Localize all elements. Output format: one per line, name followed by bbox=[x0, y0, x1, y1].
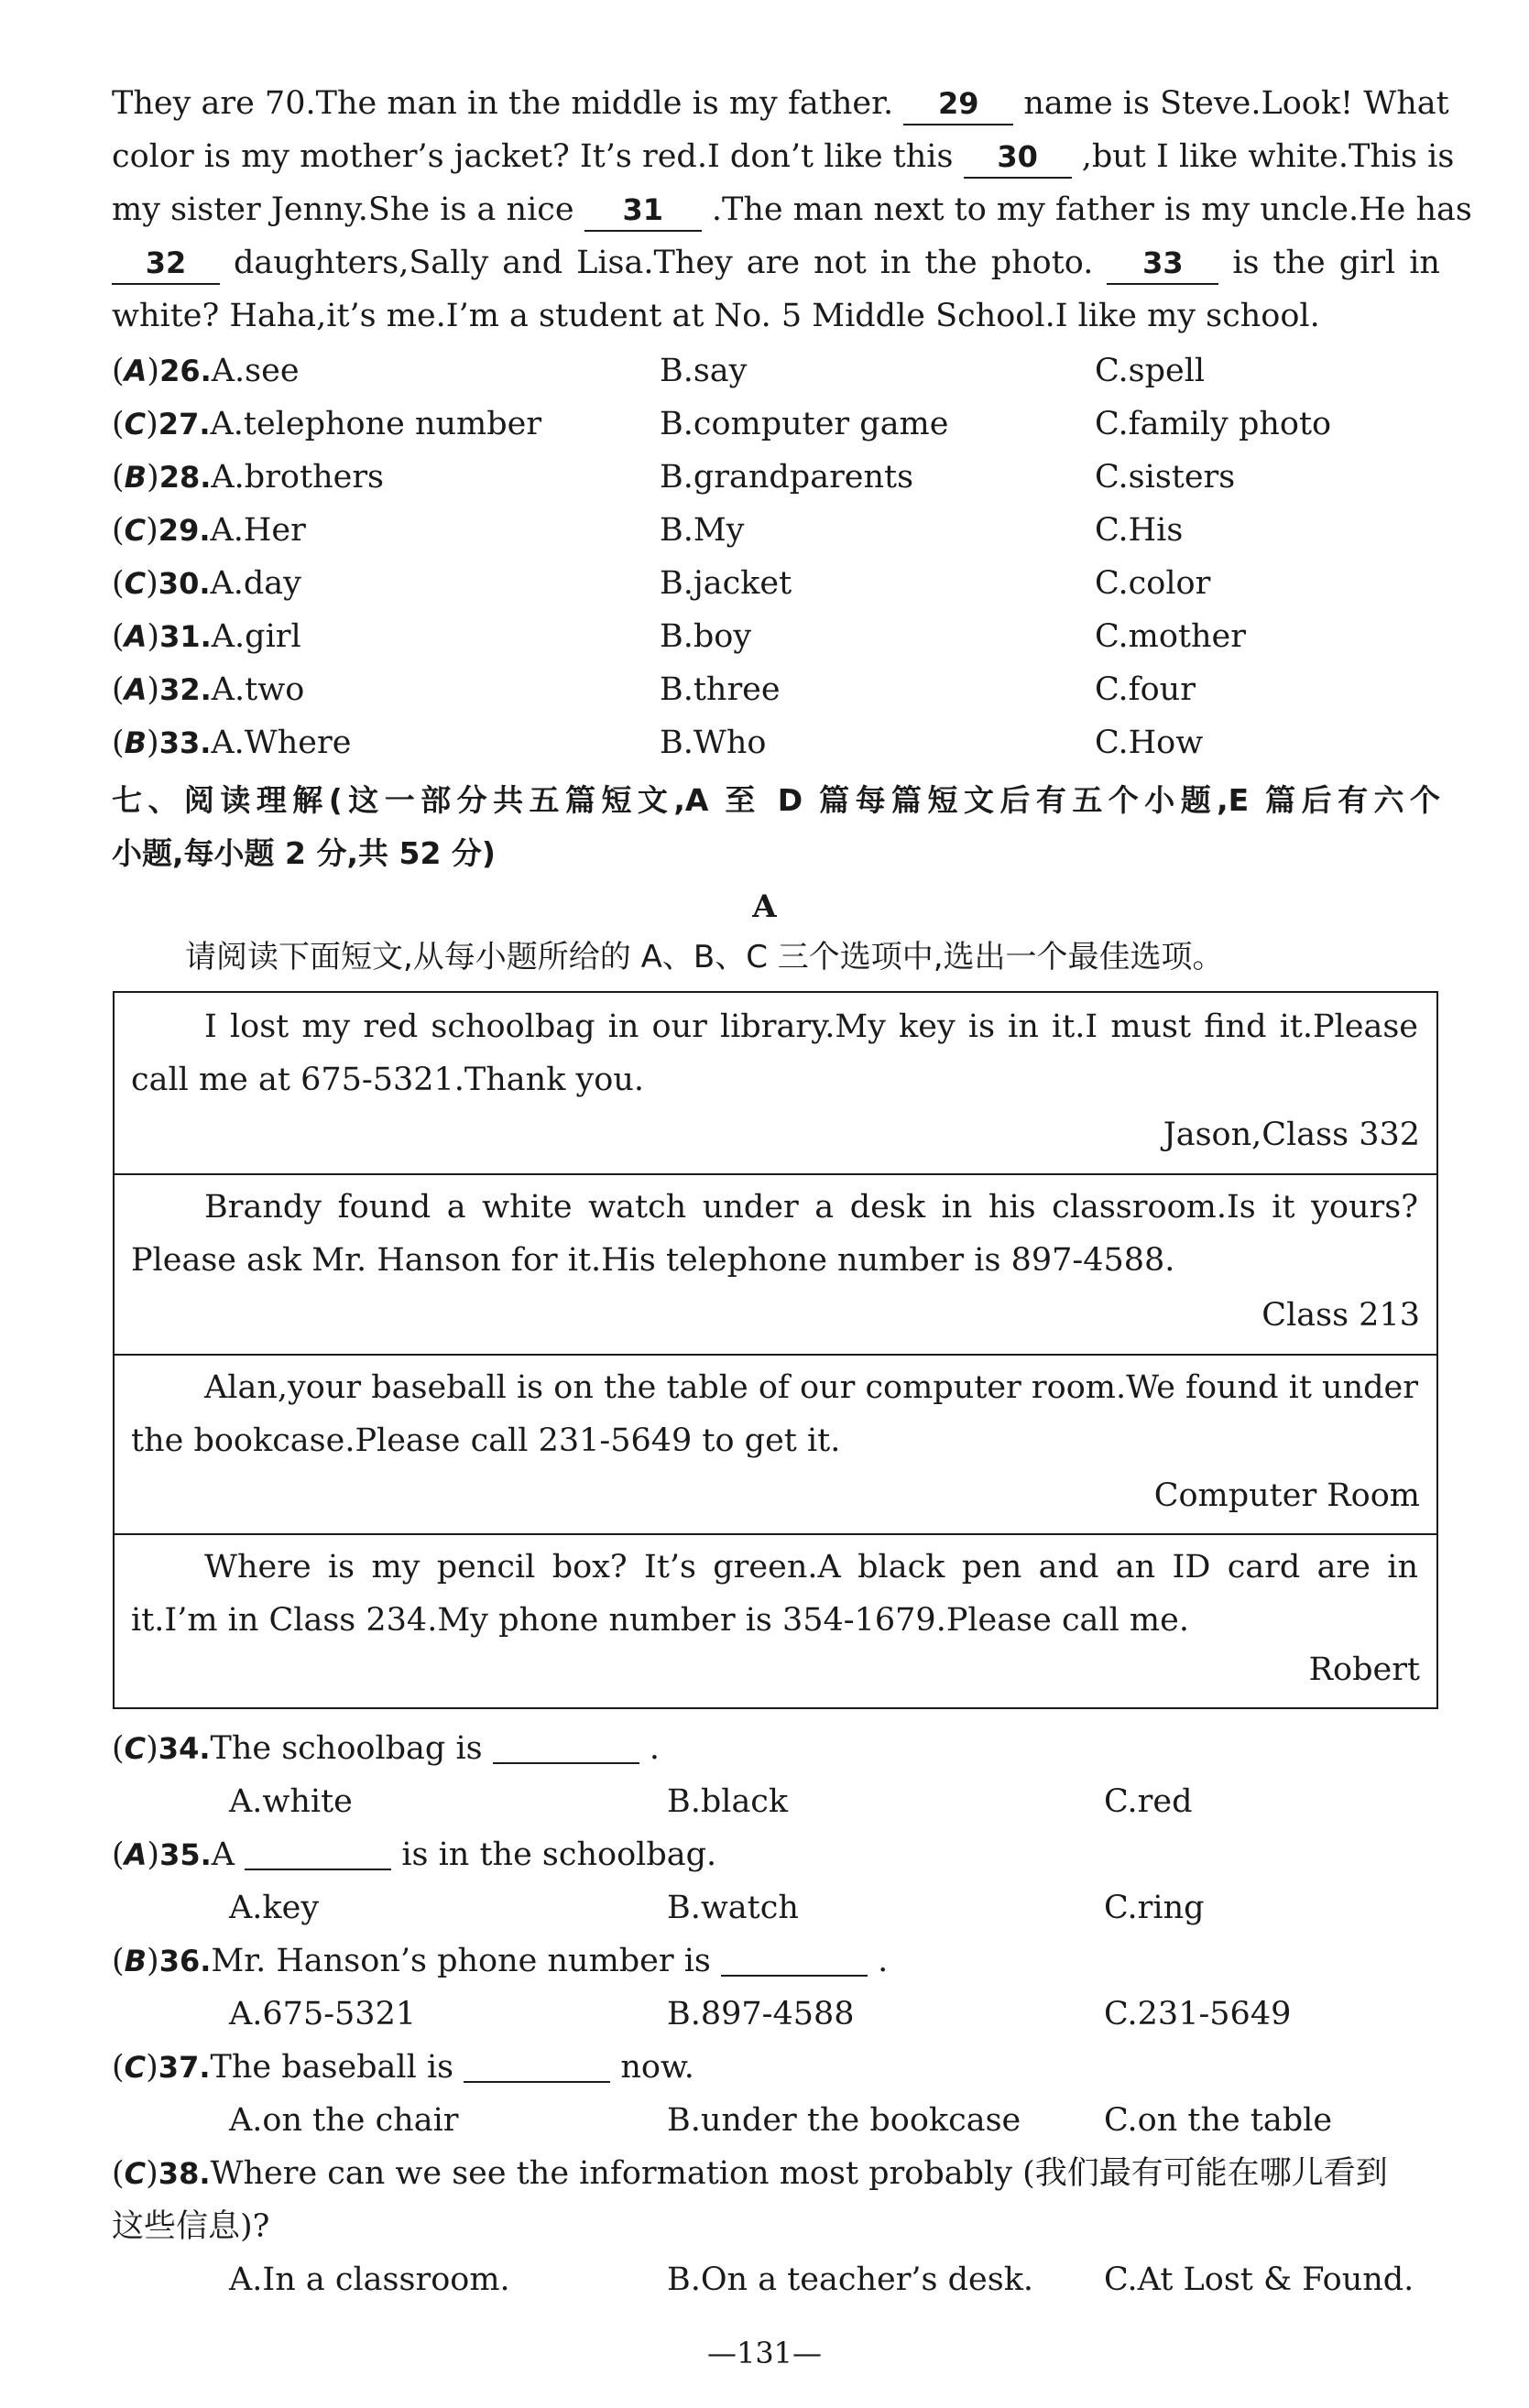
passage-line-3 bbox=[112, 183, 1472, 236]
answer-mark: A bbox=[124, 354, 147, 388]
question-number: 36 bbox=[158, 1944, 201, 1978]
passage-line-5: white? Haha,it’s me.I’m a student at No. 5 Middle School.I like my school. bbox=[112, 298, 1320, 334]
question-stem-end: . bbox=[649, 1730, 661, 1767]
option-b: B.boy bbox=[660, 618, 752, 655]
notice-text: Alan,your baseball is on the table of our computer room.We found it under the bookcase.Please call 231-5649 to get it. bbox=[131, 1369, 1418, 1459]
text: daughters,Sally and Lisa.They are not in the photo. bbox=[233, 245, 1094, 281]
notice-1 bbox=[115, 993, 1436, 1175]
question-label: (A)26.A.see bbox=[112, 353, 300, 389]
question-number: 32 bbox=[159, 672, 201, 707]
answer-mark: A bbox=[124, 619, 147, 654]
question-stem-end: is in the schoolbag. bbox=[401, 1836, 717, 1873]
option-b: B.watch bbox=[667, 1890, 799, 1926]
notice-text: I lost my red schoolbag in our library.My key is in it.I must find it.Please call me at 675-5321.Thank you. bbox=[131, 1008, 1418, 1098]
option-a: A.key bbox=[229, 1890, 320, 1926]
answer-mark: A bbox=[124, 672, 147, 707]
question-label: (B)33.A.Where bbox=[112, 725, 352, 761]
answer-mark: C bbox=[124, 513, 147, 548]
page-number: —131— bbox=[706, 2336, 823, 2370]
question-label: (C)29.A.Her bbox=[112, 512, 306, 549]
option-c: C.How bbox=[1095, 725, 1204, 761]
question-label: (A)31.A.girl bbox=[112, 618, 301, 655]
option-b: B.Who bbox=[660, 725, 767, 761]
blank-33: 33 bbox=[1107, 243, 1218, 285]
option-c: C.mother bbox=[1095, 618, 1246, 655]
answer-mark: C bbox=[124, 1731, 147, 1766]
option-c: C.red bbox=[1104, 1783, 1193, 1820]
part-label: A bbox=[752, 888, 777, 925]
option-a: A.675-5321 bbox=[229, 1996, 417, 2032]
notice-signature: Class 213 bbox=[1261, 1297, 1420, 1334]
question-number: 37 bbox=[158, 2050, 200, 2085]
text: my sister Jenny.She is a nice bbox=[112, 191, 574, 228]
notice-text: Where is my pencil box? It’s green.A black pen and an ID card are in it.I’m in Class 234.My phone number is 354-1679.Please call me. bbox=[131, 1549, 1418, 1639]
answer-mark: A bbox=[124, 1837, 147, 1872]
question-number: 31 bbox=[159, 619, 201, 654]
question-number: 29 bbox=[158, 513, 200, 548]
notice-signature: Robert bbox=[1308, 1651, 1420, 1688]
answer-mark: B bbox=[124, 725, 147, 760]
option-a: A.white bbox=[229, 1783, 353, 1820]
option-a: A.Her bbox=[210, 512, 306, 549]
answer-blank bbox=[493, 1726, 639, 1764]
answer-mark: C bbox=[124, 566, 147, 601]
answer-blank bbox=[721, 1938, 868, 1977]
option-b: B.computer game bbox=[660, 406, 949, 442]
question-34: (C)34.The schoolbag is . bbox=[112, 1722, 660, 1775]
section-heading-line-1: 七、阅读理解(这一部分共五篇短文,A 至 D 篇每篇短文后有五个小题,E 篇后有六个 bbox=[112, 782, 1440, 818]
option-b: B.three bbox=[660, 671, 781, 708]
blank-31: 31 bbox=[584, 190, 702, 232]
question-label: (C)27.A.telephone number bbox=[112, 406, 542, 442]
question-label: (B)28.A.brothers bbox=[112, 459, 385, 496]
notice-signature: Jason,Class 332 bbox=[1163, 1117, 1420, 1153]
option-c: C.His bbox=[1095, 512, 1184, 549]
answer-mark: B bbox=[124, 460, 147, 495]
option-a: A.two bbox=[211, 671, 305, 708]
notice-signature: Computer Room bbox=[1153, 1477, 1420, 1514]
text: .The man next to my father is my uncle.He has bbox=[711, 191, 1472, 228]
option-c: C.At Lost & Found. bbox=[1104, 2261, 1414, 2298]
question-number: 35 bbox=[159, 1837, 201, 1872]
question-number: 28 bbox=[158, 460, 201, 495]
notice-text: Brandy found a white watch under a desk in his classroom.Is it yours? Please ask Mr. Hanson for it.His telephone number is 897-4588. bbox=[131, 1189, 1418, 1279]
answer-mark: C bbox=[124, 407, 147, 441]
option-a: A.brothers bbox=[211, 459, 385, 496]
question-35: (A)35.A is in the schoolbag. bbox=[112, 1828, 716, 1881]
option-b: B.My bbox=[660, 512, 745, 549]
option-c: C.color bbox=[1095, 565, 1211, 602]
question-38-line-2: 这些信息)? bbox=[112, 2208, 270, 2245]
option-c: C.sisters bbox=[1095, 459, 1236, 496]
option-c: C.spell bbox=[1095, 353, 1206, 389]
option-b: B.say bbox=[660, 353, 748, 389]
option-a: A.day bbox=[210, 565, 301, 602]
option-b: B.jacket bbox=[660, 565, 792, 602]
question-stem: The baseball is bbox=[210, 2049, 454, 2086]
text: ,but I like white.This is bbox=[1081, 138, 1455, 175]
blank-30: 30 bbox=[964, 136, 1072, 179]
section-heading-line-2: 小题,每小题 2 分,共 52 分) bbox=[112, 835, 496, 871]
option-a: A.telephone number bbox=[210, 406, 542, 442]
answer-mark: C bbox=[124, 2050, 147, 2085]
notice-2 bbox=[115, 1173, 1436, 1356]
question-label: (A)32.A.two bbox=[112, 671, 305, 708]
option-b: B.On a teacher’s desk. bbox=[667, 2261, 1034, 2298]
passage-line-2 bbox=[112, 130, 1455, 183]
blank-32: 32 bbox=[112, 243, 220, 285]
option-c: C.ring bbox=[1104, 1890, 1205, 1926]
option-a: A.In a classroom. bbox=[229, 2261, 510, 2298]
question-stem-end: . bbox=[878, 1943, 889, 1979]
option-b: B.under the bookcase bbox=[667, 2102, 1021, 2139]
question-label: (C)30.A.day bbox=[112, 565, 301, 602]
notices-box bbox=[113, 991, 1438, 1709]
question-37: (C)37.The baseball is now. bbox=[112, 2041, 694, 2094]
option-a: A.Where bbox=[211, 725, 352, 761]
blank-29: 29 bbox=[903, 83, 1013, 125]
text: is the girl in bbox=[1232, 245, 1440, 281]
question-number: 26 bbox=[159, 354, 201, 388]
question-stem-end: now. bbox=[620, 2049, 694, 2086]
question-stem: Mr. Hanson’s phone number is bbox=[211, 1943, 711, 1979]
option-c: C.on the table bbox=[1104, 2102, 1333, 2139]
answer-blank bbox=[245, 1832, 391, 1870]
question-stem: A bbox=[211, 1836, 235, 1873]
option-a: A.girl bbox=[211, 618, 301, 655]
answer-mark: C bbox=[124, 2156, 147, 2191]
passage-line-1 bbox=[112, 77, 1449, 130]
text: name is Steve.Look! What bbox=[1023, 85, 1449, 122]
option-b: B.grandparents bbox=[660, 459, 914, 496]
option-c: C.231-5649 bbox=[1104, 1996, 1292, 2032]
option-a: A.see bbox=[211, 353, 300, 389]
instruction: 请阅读下面短文,从每小题所给的 A、B、C 三个选项中,选出一个最佳选项。 bbox=[185, 939, 1224, 975]
question-text: Where can we see the information most probably (我们最有可能在哪儿看到 bbox=[210, 2155, 1388, 2192]
question-number: 38 bbox=[158, 2156, 200, 2191]
answer-blank bbox=[464, 2044, 610, 2083]
notice-3 bbox=[115, 1354, 1436, 1535]
passage-line-4 bbox=[112, 236, 1440, 289]
option-c: C.four bbox=[1095, 671, 1196, 708]
question-stem: The schoolbag is bbox=[210, 1730, 483, 1767]
question-36: (B)36.Mr. Hanson’s phone number is . bbox=[112, 1934, 888, 1988]
question-number: 33 bbox=[158, 725, 201, 760]
option-a: A.on the chair bbox=[229, 2102, 459, 2139]
question-38: (C)38.Where can we see the information most probably (我们最有可能在哪儿看到 bbox=[112, 2155, 1388, 2192]
question-number: 30 bbox=[158, 566, 200, 601]
option-b: B.897-4588 bbox=[667, 1996, 855, 2032]
question-number: 34 bbox=[158, 1731, 200, 1766]
option-c: C.family photo bbox=[1095, 406, 1332, 442]
question-number: 27 bbox=[158, 407, 200, 441]
notice-4 bbox=[115, 1533, 1436, 1707]
text: color is my mother’s jacket? It’s red.I don’t like this bbox=[112, 138, 954, 175]
text: They are 70.The man in the middle is my father. bbox=[112, 85, 894, 122]
answer-mark: B bbox=[124, 1944, 147, 1978]
option-b: B.black bbox=[667, 1783, 789, 1820]
